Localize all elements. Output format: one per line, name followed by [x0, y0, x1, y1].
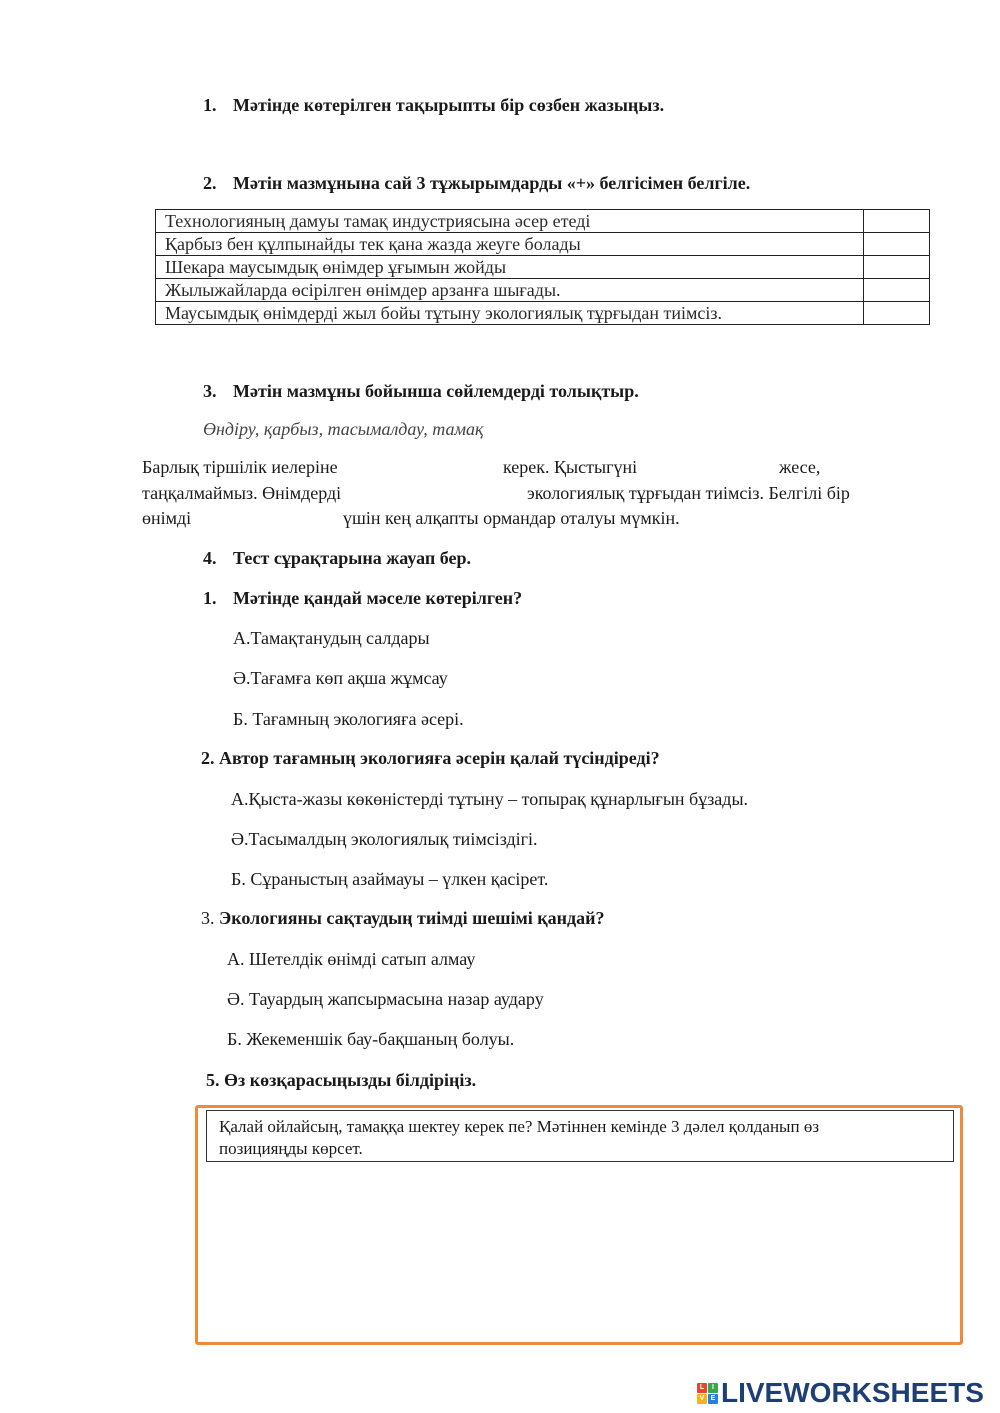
plus-mark-cell[interactable]: [864, 302, 930, 325]
question-4-number: 4.: [203, 548, 217, 568]
test-3-option-b[interactable]: Б. Жекеменшік бау-бақшаның болуы.: [227, 1029, 515, 1049]
test-question-2: [201, 748, 660, 769]
logo-icon: [697, 1383, 718, 1404]
test-question-2-text: Автор тағамның экологияға әсерін қалай түсіндіреді?: [219, 748, 660, 768]
opinion-prompt-line-2: позицияңды көрсет.: [219, 1139, 363, 1158]
question-3-text: Мәтін мазмұны бойынша сөйлемдерді толықтыр.: [233, 381, 639, 401]
question-1: [203, 95, 664, 116]
logo-wordmark: LIVEWORKSHEETS: [721, 1377, 984, 1408]
statements-table: [155, 209, 930, 325]
question-3: [203, 381, 639, 402]
test-2-option-ae[interactable]: Ә.Тасымалдың экологиялық тиімсіздігі.: [231, 829, 538, 849]
test-question-3: [201, 908, 604, 929]
table-row: [156, 256, 930, 279]
test-question-3-text: Экологияны сақтаудың тиімді шешімі қандай?: [219, 908, 605, 928]
logo-letter: E: [708, 1394, 718, 1404]
fill-line-1-part-c: жесе,: [779, 457, 821, 477]
opinion-prompt-line-1: Қалай ойлайсың, тамаққа шектеу керек пе? Мәтіннен кемінде 3 дәлел қолданып өз: [219, 1117, 820, 1136]
table-row: [156, 210, 930, 233]
test-2-option-a[interactable]: А.Қыста-жазы көкөністерді тұтыну – топырақ құнарлығын бұзады.: [231, 789, 749, 809]
plus-mark-cell[interactable]: [864, 210, 930, 233]
blank-1[interactable]: [375, 455, 490, 477]
blank-3[interactable]: [380, 481, 518, 503]
question-5: [206, 1070, 476, 1091]
question-1-text: Мәтінде көтерілген тақырыпты бір сөзбен жазыңыз.: [233, 95, 665, 115]
question-2: [203, 173, 750, 194]
test-question-2-number: 2.: [201, 748, 215, 768]
test-3-option-a[interactable]: А. Шетелдік өнімді сатып алмау: [227, 949, 476, 969]
plus-mark-cell[interactable]: [864, 256, 930, 279]
fill-line-1-part-a: Барлық тіршілік иелеріне: [142, 457, 338, 477]
statement-text: Жылыжайларда өсірілген өнімдер арзанға шығады.: [156, 279, 864, 302]
blank-2[interactable]: [660, 455, 770, 477]
question-1-number: 1.: [203, 95, 217, 115]
fill-line-3-part-a: өнімді: [142, 508, 192, 528]
fill-line-1-part-b: керек. Қыстыгүні: [503, 457, 638, 477]
liveworksheets-logo: [697, 1378, 984, 1408]
test-1-option-ae[interactable]: Ә.Тағамға көп ақша жұмсау: [233, 668, 448, 688]
fill-line-2-part-b: экологиялық тұрғыдан тиімсіз. Белгілі бір: [527, 483, 850, 503]
logo-letter: I: [708, 1383, 718, 1393]
opinion-answer-input[interactable]: [210, 1170, 949, 1334]
question-2-text: Мәтін мазмұнына сай 3 тұжырымдарды «+» белгісімен белгіле.: [233, 173, 751, 193]
word-bank: Өндіру, қарбыз, тасымалдау, тамақ: [203, 419, 484, 439]
statement-text: Қарбыз бен құлпынайды тек қана жазда жеуге болады: [156, 233, 864, 256]
question-4-text: Тест сұрақтарына жауап бер.: [233, 548, 472, 568]
logo-letter: L: [697, 1383, 707, 1393]
test-1-option-a[interactable]: А.Тамақтанудың салдары: [233, 628, 430, 648]
question-4: [203, 548, 471, 569]
test-1-option-b[interactable]: Б. Тағамның экологияға әсері.: [233, 709, 464, 729]
table-row: [156, 279, 930, 302]
test-2-option-b[interactable]: Б. Сұраныстың азаймауы – үлкен қасірет.: [231, 869, 549, 889]
question-5-text: Өз көзқарасыңызды білдіріңіз.: [224, 1070, 477, 1090]
test-question-1-text: Мәтінде қандай мәселе көтерілген?: [233, 588, 523, 608]
fill-line-2-part-a: таңқалмаймыз. Өнімдерді: [142, 483, 342, 503]
logo-letter: V: [697, 1394, 707, 1404]
opinion-prompt: [206, 1110, 954, 1162]
statement-text: Технологияның дамуы тамақ индустриясына әсер етеді: [156, 210, 864, 233]
blank-4[interactable]: [205, 506, 335, 528]
question-5-number: 5.: [206, 1070, 220, 1090]
statement-text: Шекара маусымдық өнімдер ұғымын жойды: [156, 256, 864, 279]
statement-text: Маусымдық өнімдерді жыл бойы тұтыну экологиялық тұрғыдан тиімсіз.: [156, 302, 864, 325]
plus-mark-cell[interactable]: [864, 279, 930, 302]
table-row: [156, 302, 930, 325]
fill-line-3-part-b: үшін кең алқапты ормандар оталуы мүмкін.: [343, 508, 680, 528]
test-question-1: [203, 588, 522, 609]
test-question-3-number: 3.: [201, 908, 215, 928]
plus-mark-cell[interactable]: [864, 233, 930, 256]
test-question-1-number: 1.: [203, 588, 217, 608]
question-2-number: 2.: [203, 173, 217, 193]
question-3-number: 3.: [203, 381, 217, 401]
table-row: [156, 233, 930, 256]
test-3-option-ae[interactable]: Ә. Тауардың жапсырмасына назар аудару: [227, 989, 544, 1009]
